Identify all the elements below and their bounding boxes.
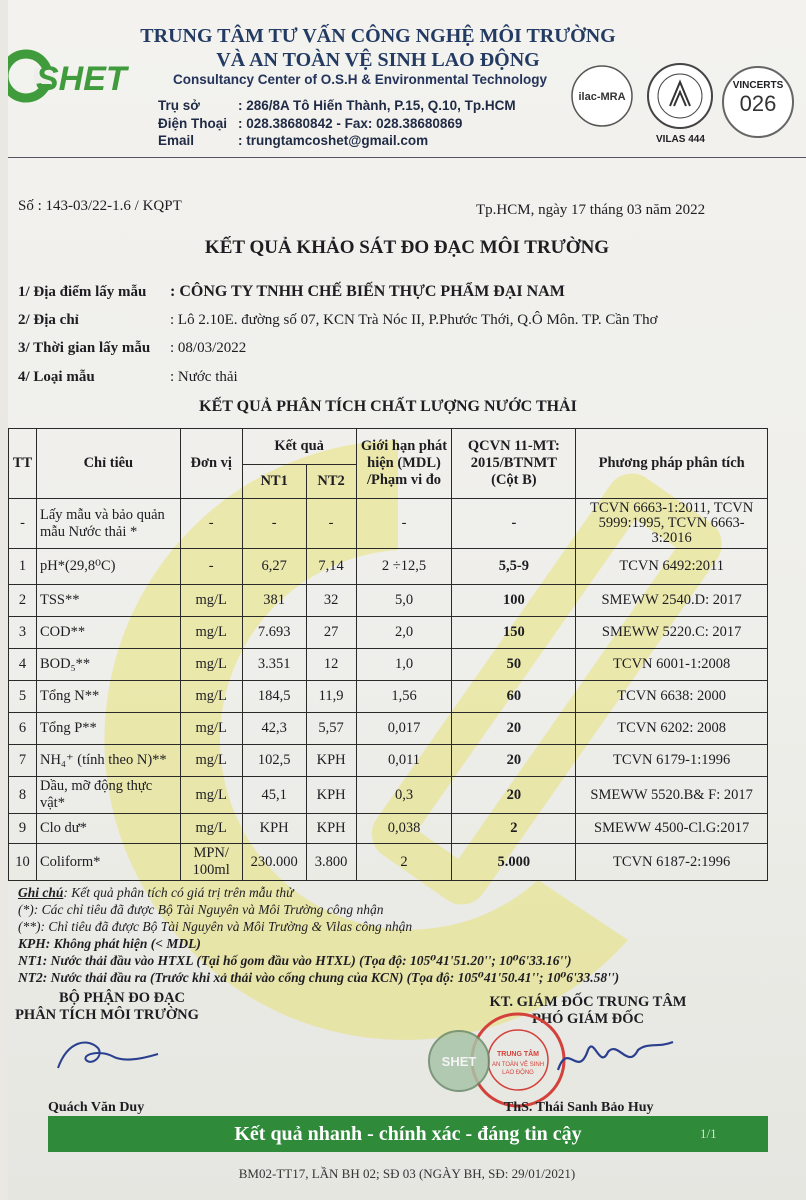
cell-qcvn: 50 (452, 649, 576, 681)
boa-vilas-badge (644, 62, 716, 139)
left-signature-block: BỘ PHẬN ĐO ĐẠC PHÂN TÍCH MÔI TRƯỜNG (15, 990, 199, 1023)
cell-criteria: TSS** (36, 585, 180, 617)
cell-nt2: 27 (306, 617, 356, 649)
header-nt2: NT2 (306, 465, 356, 499)
table-row (9, 814, 768, 844)
cell-limit: 0,011 (356, 745, 452, 777)
cell-qcvn: 2 (452, 814, 576, 844)
cell-nt1: KPH (242, 814, 306, 844)
cell-qcvn: 20 (452, 713, 576, 745)
field-sampling-time: 3/ Thời gian lấy mẫu : 08/03/2022 (18, 340, 247, 356)
cell-qcvn: 100 (452, 585, 576, 617)
table-title: KẾT QUẢ PHÂN TÍCH CHẤT LƯỢNG NƯỚC THẢI (199, 398, 577, 415)
cell-nt2: - (306, 499, 356, 549)
org-english-name: Consultancy Center of O.S.H & Environmental Technology (173, 72, 548, 87)
cell-stt: 4 (9, 649, 37, 681)
cell-nt1: 102,5 (242, 745, 306, 777)
hologram-seal (424, 1026, 494, 1096)
svg-text:ilac-MRA: ilac-MRA (578, 91, 626, 103)
table-row (9, 844, 768, 881)
email: Email : trungtamcoshet@gmail.com (158, 133, 429, 148)
org-name-line2: VÀ AN TOÀN VỆ SINH LAO ĐỘNG (216, 49, 540, 71)
cell-nt1: 230.000 (242, 844, 306, 881)
cell-unit: mg/L (180, 585, 242, 617)
table-row (9, 617, 768, 649)
table-row (9, 585, 768, 617)
cell-method: TCVN 6638: 2000 (576, 681, 768, 713)
hq-address: Trụ sở : 286/8A Tô Hiến Thành, P.15, Q.10, Tp.HCM (158, 98, 516, 113)
cell-nt1: 184,5 (242, 681, 306, 713)
footer-slogan-bar: Kết quả nhanh - chính xác - đáng tin cậy (48, 1116, 768, 1152)
cell-method: TCVN 6492:2011 (576, 549, 768, 585)
cell-nt2: KPH (306, 745, 356, 777)
cell-stt: 2 (9, 585, 37, 617)
cell-stt: 7 (9, 745, 37, 777)
document-date: Tp.HCM, ngày 17 tháng 03 năm 2022 (476, 202, 706, 218)
cell-unit: mg/L (180, 617, 242, 649)
cell-nt2: 7,14 (306, 549, 356, 585)
page-number: 1/1 (700, 1126, 717, 1141)
cell-criteria: Lấy mẫu và bảo quản mẫu Nước thải * (36, 499, 180, 549)
cell-criteria: COD** (36, 617, 180, 649)
cell-unit: mg/L (180, 814, 242, 844)
document-number: Số : 143-03/22-1.6 / KQPT (18, 198, 182, 214)
cell-qcvn: 150 (452, 617, 576, 649)
svg-text:LAO ĐỘNG: LAO ĐỘNG (502, 1070, 534, 1076)
cell-limit: 5,0 (356, 585, 452, 617)
cell-nt2: 11,9 (306, 681, 356, 713)
header-unit: Đơn vị (180, 429, 242, 499)
cell-unit: mg/L (180, 681, 242, 713)
cell-criteria: Tổng P** (36, 713, 180, 745)
header-nt1: NT1 (242, 465, 306, 499)
cell-method: TCVN 6202: 2008 (576, 713, 768, 745)
cell-stt: 1 (9, 549, 37, 585)
cell-stt: 5 (9, 681, 37, 713)
cell-unit: mg/L (180, 713, 242, 745)
cell-nt2: KPH (306, 777, 356, 814)
cell-qcvn: 20 (452, 777, 576, 814)
cell-stt: 3 (9, 617, 37, 649)
cell-limit: 1,56 (356, 681, 452, 713)
cell-nt2: 32 (306, 585, 356, 617)
form-code: BM02-TT17, LẦN BH 02; SĐ 03 (NGÀY BH, SĐ: 29/01/2021) (238, 1166, 576, 1181)
cell-limit: 2 ÷12,5 (356, 549, 452, 585)
header-limit: Giới hạn phát hiện (MDL) /Phạm vi đo (356, 429, 452, 499)
right-signature (548, 1030, 678, 1090)
field-sample-type: 4/ Loại mẫu : Nước thải (18, 369, 238, 385)
table-row (9, 681, 768, 713)
left-signature (48, 1030, 168, 1080)
cell-nt1: 381 (242, 585, 306, 617)
cell-method: TCVN 6187-2:1996 (576, 844, 768, 881)
cell-stt: 8 (9, 777, 37, 814)
cell-method: SMEWW 2540.D: 2017 (576, 585, 768, 617)
right-signer-name: ThS. Thái Sanh Bảo Huy (504, 1100, 654, 1115)
cell-criteria: Tổng N** (36, 681, 180, 713)
cell-method: TCVN 6663-1:2011, TCVN 5999:1995, TCVN 6663-3:2016 (576, 499, 768, 549)
table-row (9, 777, 768, 814)
table-row (9, 499, 768, 549)
cell-qcvn: - (452, 499, 576, 549)
cell-unit: mg/L (180, 745, 242, 777)
note-line: NT1: Nước thải đầu vào HTXL (Tại hố gom đầu vào HTXL) (Tọa độ: 105⁰41'51.20''; 10⁰6'33.16'') (18, 953, 572, 968)
cell-limit: 1,0 (356, 649, 452, 681)
cell-limit: 0,3 (356, 777, 452, 814)
header-result: Kết quả (242, 429, 356, 465)
cell-method: TCVN 6179-1:1996 (576, 745, 768, 777)
cell-criteria: NH₄⁺ (tính theo N)** (36, 745, 180, 777)
vincerts-badge: VINCERTS 026 (722, 66, 794, 138)
cell-nt1: 42,3 (242, 713, 306, 745)
cell-stt: - (9, 499, 37, 549)
header-stt: TT (9, 429, 37, 499)
cell-nt1: 7.693 (242, 617, 306, 649)
ilac-mra-badge (570, 64, 634, 133)
cell-nt1: 3.351 (242, 649, 306, 681)
note-line: NT2: Nước thải đầu ra (Trước khi xả thải vào cống chung của KCN) (Tọa độ: 105⁰41'50.41''; 10⁰6'33.58'') (18, 970, 620, 985)
header-divider (8, 157, 806, 158)
cell-method: SMEWW 5520.B& F: 2017 (576, 777, 768, 814)
svg-text:TRUNG TÂM: TRUNG TÂM (497, 1051, 539, 1058)
table-row (9, 549, 768, 585)
cell-method: TCVN 6001-1:2008 (576, 649, 768, 681)
document-page (8, 0, 806, 1200)
left-signer-name: Quách Văn Duy (48, 1100, 145, 1115)
note-line: (**): Chỉ tiêu đã được Bộ Tài Nguyên và Môi Trường & Vilas công nhận (18, 919, 413, 934)
cell-limit: 2 (356, 844, 452, 881)
field-sampling-location: 1/ Địa điểm lấy mẫu : CÔNG TY TNHH CHẾ BIẾN THỰC PHẨM ĐẠI NAM (18, 283, 565, 300)
field-address: 2/ Địa chỉ : Lô 2.10E. đường số 07, KCN Trà Nóc II, P.Phước Thới, Q.Ô Môn. TP. Cần Thơ (18, 312, 658, 328)
cell-limit: 2,0 (356, 617, 452, 649)
svg-text:SHET: SHET (36, 60, 127, 98)
cell-unit: - (180, 499, 242, 549)
cell-qcvn: 20 (452, 745, 576, 777)
cell-qcvn: 5,5-9 (452, 549, 576, 585)
svg-text:SHET: SHET (441, 1054, 477, 1069)
header-criteria: Chỉ tiêu (36, 429, 180, 499)
cell-criteria: Dầu, mỡ động thực vật* (36, 777, 180, 814)
cell-nt2: 12 (306, 649, 356, 681)
phone-fax: Điện Thoại : 028.38680842 - Fax: 028.38680869 (158, 116, 463, 131)
cell-method: SMEWW 4500-Cl.G:2017 (576, 814, 768, 844)
cell-method: SMEWW 5220.C: 2017 (576, 617, 768, 649)
cell-stt: 9 (9, 814, 37, 844)
cell-criteria: Clo dư* (36, 814, 180, 844)
cell-nt2: 3.800 (306, 844, 356, 881)
table-row (9, 745, 768, 777)
cell-unit: mg/L (180, 649, 242, 681)
cell-nt2: 5,57 (306, 713, 356, 745)
cell-nt1: - (242, 499, 306, 549)
cell-stt: 10 (9, 844, 37, 881)
header-qcvn: QCVN 11-MT: 2015/BTNMT (Cột B) (452, 429, 576, 499)
cell-limit: - (356, 499, 452, 549)
cell-qcvn: 60 (452, 681, 576, 713)
svg-text:AN TOÀN VỆ SINH: AN TOÀN VỆ SINH (491, 1062, 545, 1068)
cell-nt1: 45,1 (242, 777, 306, 814)
cell-unit: MPN/ 100ml (180, 844, 242, 881)
cell-criteria: BOD₅** (36, 649, 180, 681)
cell-limit: 0,038 (356, 814, 452, 844)
cell-limit: 0,017 (356, 713, 452, 745)
cell-qcvn: 5.000 (452, 844, 576, 881)
vilas-number: VILAS 444 (656, 134, 705, 145)
cell-unit: mg/L (180, 777, 242, 814)
table-row (9, 649, 768, 681)
cell-stt: 6 (9, 713, 37, 745)
header-method: Phương pháp phân tích (576, 429, 768, 499)
org-name-line1: TRUNG TÂM TƯ VẤN CÔNG NGHỆ MÔI TRƯỜNG (140, 25, 616, 47)
cell-nt1: 6,27 (242, 549, 306, 585)
note-line: KPH: Không phát hiện (< MDL) (18, 936, 201, 951)
document-title: KẾT QUẢ KHẢO SÁT ĐO ĐẠC MÔI TRƯỜNG (204, 237, 610, 258)
table-row (9, 713, 768, 745)
cell-criteria: pH*(29,8⁰C) (36, 549, 180, 585)
coshet-logo (8, 44, 148, 109)
note-line: (*): Các chỉ tiêu đã được Bộ Tài Nguyên và Môi Trường công nhận (18, 902, 384, 917)
results-table (8, 428, 768, 881)
cell-criteria: Coliform* (36, 844, 180, 881)
right-signature-block: KT. GIÁM ĐỐC TRUNG TÂM PHÓ GIÁM ĐỐC (489, 994, 687, 1027)
cell-nt2: KPH (306, 814, 356, 844)
notes-section (18, 884, 619, 986)
notes-heading: Ghi chú: Kết quả phân tích có giá trị trên mẫu thử (18, 885, 294, 900)
cell-unit: - (180, 549, 242, 585)
